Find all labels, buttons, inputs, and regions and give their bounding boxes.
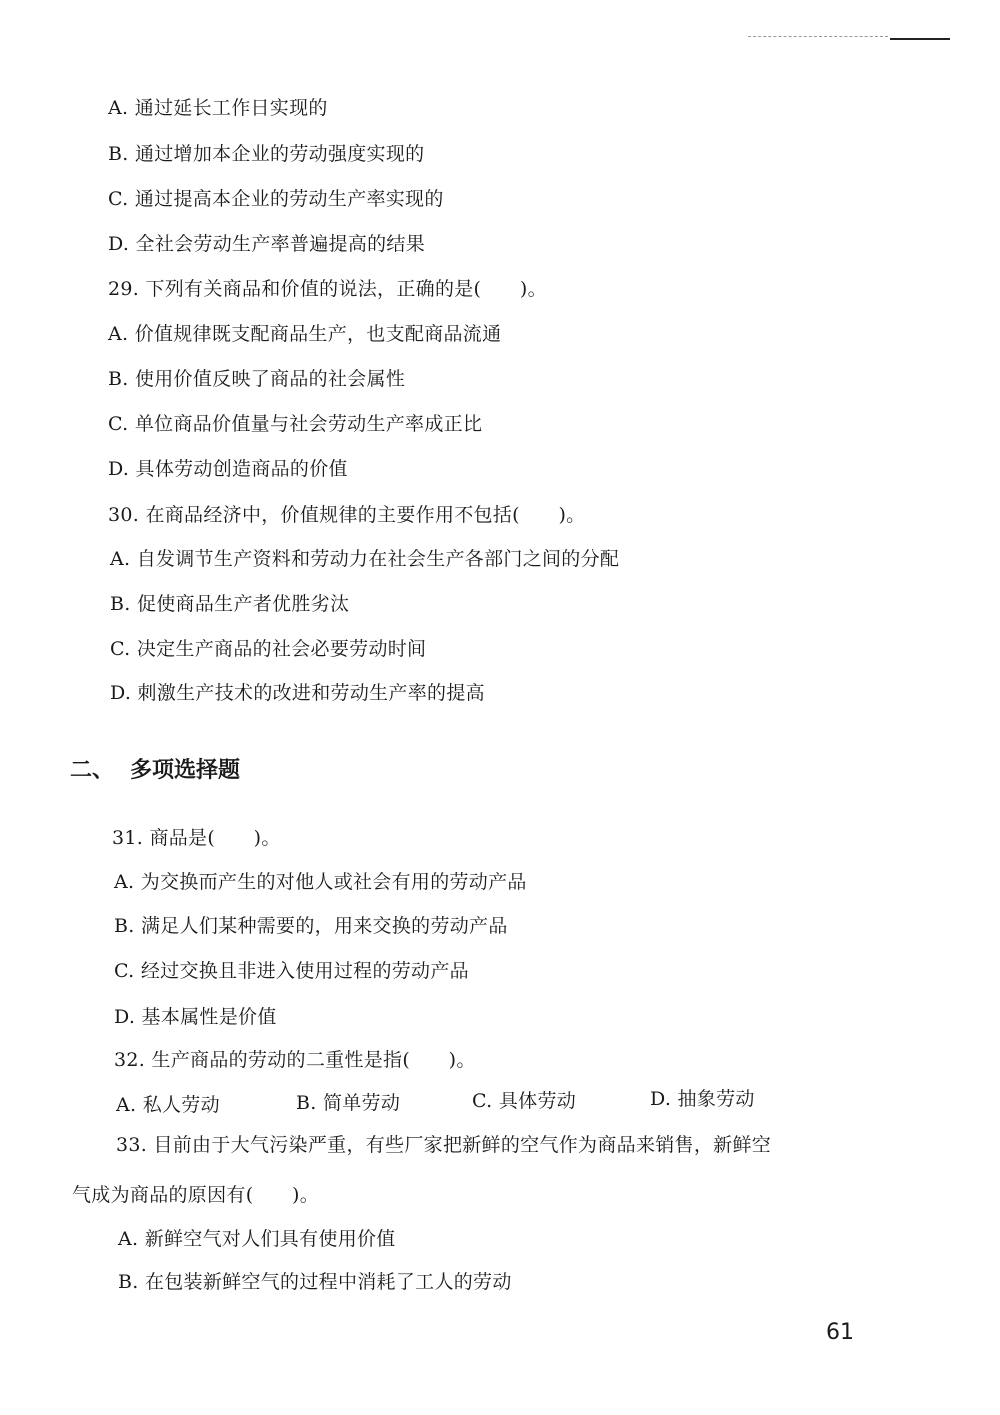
q30-option-d: D. 刺激生产技术的改进和劳动生产率的提高 — [110, 682, 485, 704]
q32-stem: 32. 生产商品的劳动的二重性是指( )。 — [114, 1049, 476, 1071]
q28-option-d: D. 全社会劳动生产率普遍提高的结果 — [108, 233, 426, 255]
section-title: 多项选择题 — [130, 758, 241, 783]
header-dashes — [748, 36, 888, 41]
section-number: 二、 — [70, 758, 115, 783]
q28-option-c: C. 通过提高本企业的劳动生产率实现的 — [108, 188, 444, 210]
q31-option-d: D. 基本属性是价值 — [114, 1006, 277, 1028]
page-number: 61 — [826, 1320, 854, 1345]
q30-option-c: C. 决定生产商品的社会必要劳动时间 — [110, 638, 427, 660]
q33-stem-line2: 气成为商品的原因有( )。 — [72, 1184, 320, 1206]
q32-option-c: C. 具体劳动 — [472, 1090, 577, 1112]
q29-option-c: C. 单位商品价值量与社会劳动生产率成正比 — [108, 413, 483, 435]
q31-option-a: A. 为交换而产生的对他人或社会有用的劳动产品 — [114, 871, 527, 893]
q33-option-a: A. 新鲜空气对人们具有使用价值 — [118, 1228, 396, 1250]
q33-option-b: B. 在包装新鲜空气的过程中消耗了工人的劳动 — [118, 1271, 512, 1293]
q29-option-a: A. 价值规律既支配商品生产，也支配商品流通 — [108, 323, 502, 345]
q32-option-d: D. 抽象劳动 — [650, 1088, 755, 1110]
q30-option-a: A. 自发调节生产资料和劳动力在社会生产各部门之间的分配 — [110, 548, 620, 570]
q31-option-b: B. 满足人们某种需要的，用来交换的劳动产品 — [114, 915, 508, 937]
q31-option-c: C. 经过交换且非进入使用过程的劳动产品 — [114, 960, 469, 982]
q30-option-b: B. 促使商品生产者优胜劣汰 — [110, 593, 350, 615]
q28-option-a: A. 通过延长工作日实现的 — [108, 97, 328, 119]
q32-option-b: B. 简单劳动 — [296, 1092, 401, 1114]
q29-stem: 29. 下列有关商品和价值的说法，正确的是( )。 — [108, 278, 547, 300]
q33-stem-line1: 33. 目前由于大气污染严重，有些厂家把新鲜的空气作为商品来销售，新鲜空 — [116, 1134, 772, 1156]
q32-option-a: A. 私人劳动 — [116, 1094, 220, 1116]
q28-option-b: B. 通过增加本企业的劳动强度实现的 — [108, 143, 425, 165]
q31-stem: 31. 商品是( )。 — [112, 827, 281, 849]
q30-stem: 30. 在商品经济中，价值规律的主要作用不包括( )。 — [108, 504, 586, 526]
header-rule — [890, 38, 950, 40]
q29-option-b: B. 使用价值反映了商品的社会属性 — [108, 368, 406, 390]
q29-option-d: D. 具体劳动创造商品的价值 — [108, 458, 348, 480]
